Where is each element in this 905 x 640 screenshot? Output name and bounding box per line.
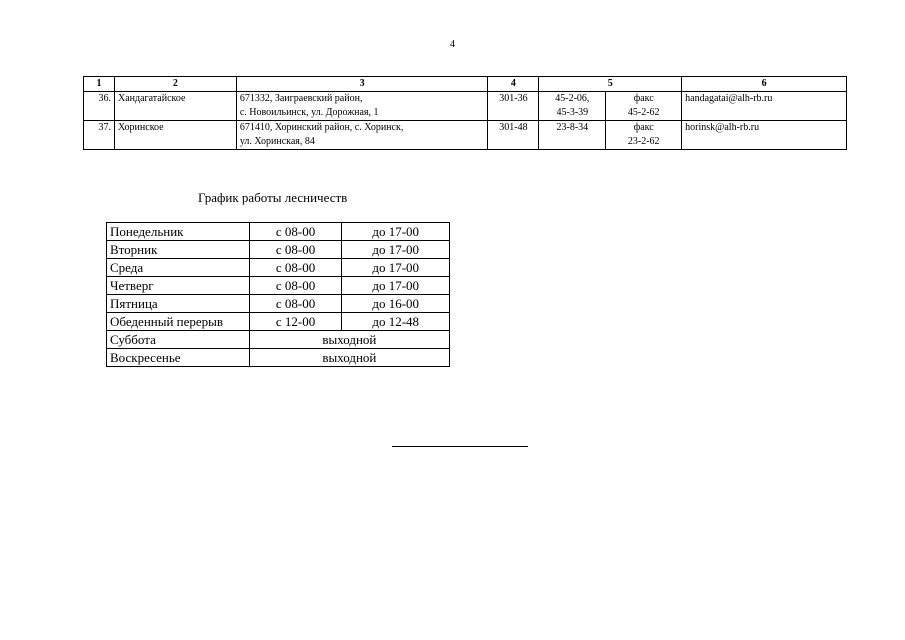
schedule-table xyxy=(106,222,450,367)
row-number: 36. xyxy=(84,92,115,121)
header-cell: 3 xyxy=(236,77,488,92)
schedule-row-weekend xyxy=(107,331,450,349)
table-row xyxy=(84,121,847,150)
address-line: 671332, Заиграевский район, xyxy=(239,93,363,104)
schedule-row xyxy=(107,223,450,241)
schedule-row xyxy=(107,313,450,331)
fax-number: 23-2-62 xyxy=(627,136,660,147)
weekday: Воскресенье xyxy=(107,349,250,367)
row-number: 37. xyxy=(84,121,115,150)
phone-cell xyxy=(539,92,606,121)
phone-cell xyxy=(539,121,606,150)
forestry-name: Хандагатайское xyxy=(114,92,236,121)
schedule-row xyxy=(107,241,450,259)
address-cell xyxy=(236,92,488,121)
weekday: Четверг xyxy=(107,277,250,295)
end-time: до 17-00 xyxy=(342,259,450,277)
email-cell[interactable]: horinsk@alh-rb.ru xyxy=(682,121,847,150)
area-code: 301-36 xyxy=(488,92,539,121)
page-number: 4 xyxy=(450,39,455,50)
schedule-row xyxy=(107,277,450,295)
weekday: Суббота xyxy=(107,331,250,349)
day-off: выходной xyxy=(249,349,449,367)
address-cell xyxy=(236,121,488,150)
fax-cell xyxy=(606,121,682,150)
end-time: до 17-00 xyxy=(342,241,450,259)
schedule-row xyxy=(107,295,450,313)
start-time: с 08-00 xyxy=(249,241,342,259)
start-time: с 08-00 xyxy=(249,223,342,241)
start-time: с 08-00 xyxy=(249,295,342,313)
table-row xyxy=(84,92,847,121)
weekday: Среда xyxy=(107,259,250,277)
area-code: 301-48 xyxy=(488,121,539,150)
end-time: до 16-00 xyxy=(342,295,450,313)
fax-label: факс xyxy=(633,93,654,104)
start-time: с 08-00 xyxy=(249,259,342,277)
weekday: Понедельник xyxy=(107,223,250,241)
forestry-name: Хоринское xyxy=(114,121,236,150)
fax-number: 45-2-62 xyxy=(627,107,660,118)
weekday: Вторник xyxy=(107,241,250,259)
header-cell: 2 xyxy=(114,77,236,92)
day-off: выходной xyxy=(249,331,449,349)
table-header-row xyxy=(84,77,847,92)
start-time: с 08-00 xyxy=(249,277,342,295)
end-time: до 17-00 xyxy=(342,223,450,241)
schedule-title: График работы лесничеств xyxy=(198,190,348,205)
header-cell: 6 xyxy=(682,77,847,92)
header-cell: 5 xyxy=(539,77,682,92)
schedule-row xyxy=(107,259,450,277)
phone-line: 45-2-06, xyxy=(555,93,590,104)
end-divider xyxy=(392,446,528,447)
phone-line: 23-8-34 xyxy=(556,122,589,133)
phone-line: 45-3-39 xyxy=(556,107,589,118)
email-cell[interactable]: handagatai@alh-rb.ru xyxy=(682,92,847,121)
address-line: ул. Хоринская, 84 xyxy=(239,136,315,147)
header-cell: 4 xyxy=(488,77,539,92)
header-cell: 1 xyxy=(84,77,115,92)
fax-label: факс xyxy=(633,122,654,133)
contacts-table xyxy=(83,76,847,150)
address-line: с. Новоильинск, ул. Дорожная, 1 xyxy=(239,107,379,118)
schedule-row-weekend xyxy=(107,349,450,367)
end-time: до 12-48 xyxy=(342,313,450,331)
start-time: с 12-00 xyxy=(249,313,342,331)
weekday: Пятница xyxy=(107,295,250,313)
fax-cell xyxy=(606,92,682,121)
end-time: до 17-00 xyxy=(342,277,450,295)
address-line: 671410, Хоринский район, с. Хоринск, xyxy=(239,122,404,133)
weekday: Обеденный перерыв xyxy=(107,313,250,331)
